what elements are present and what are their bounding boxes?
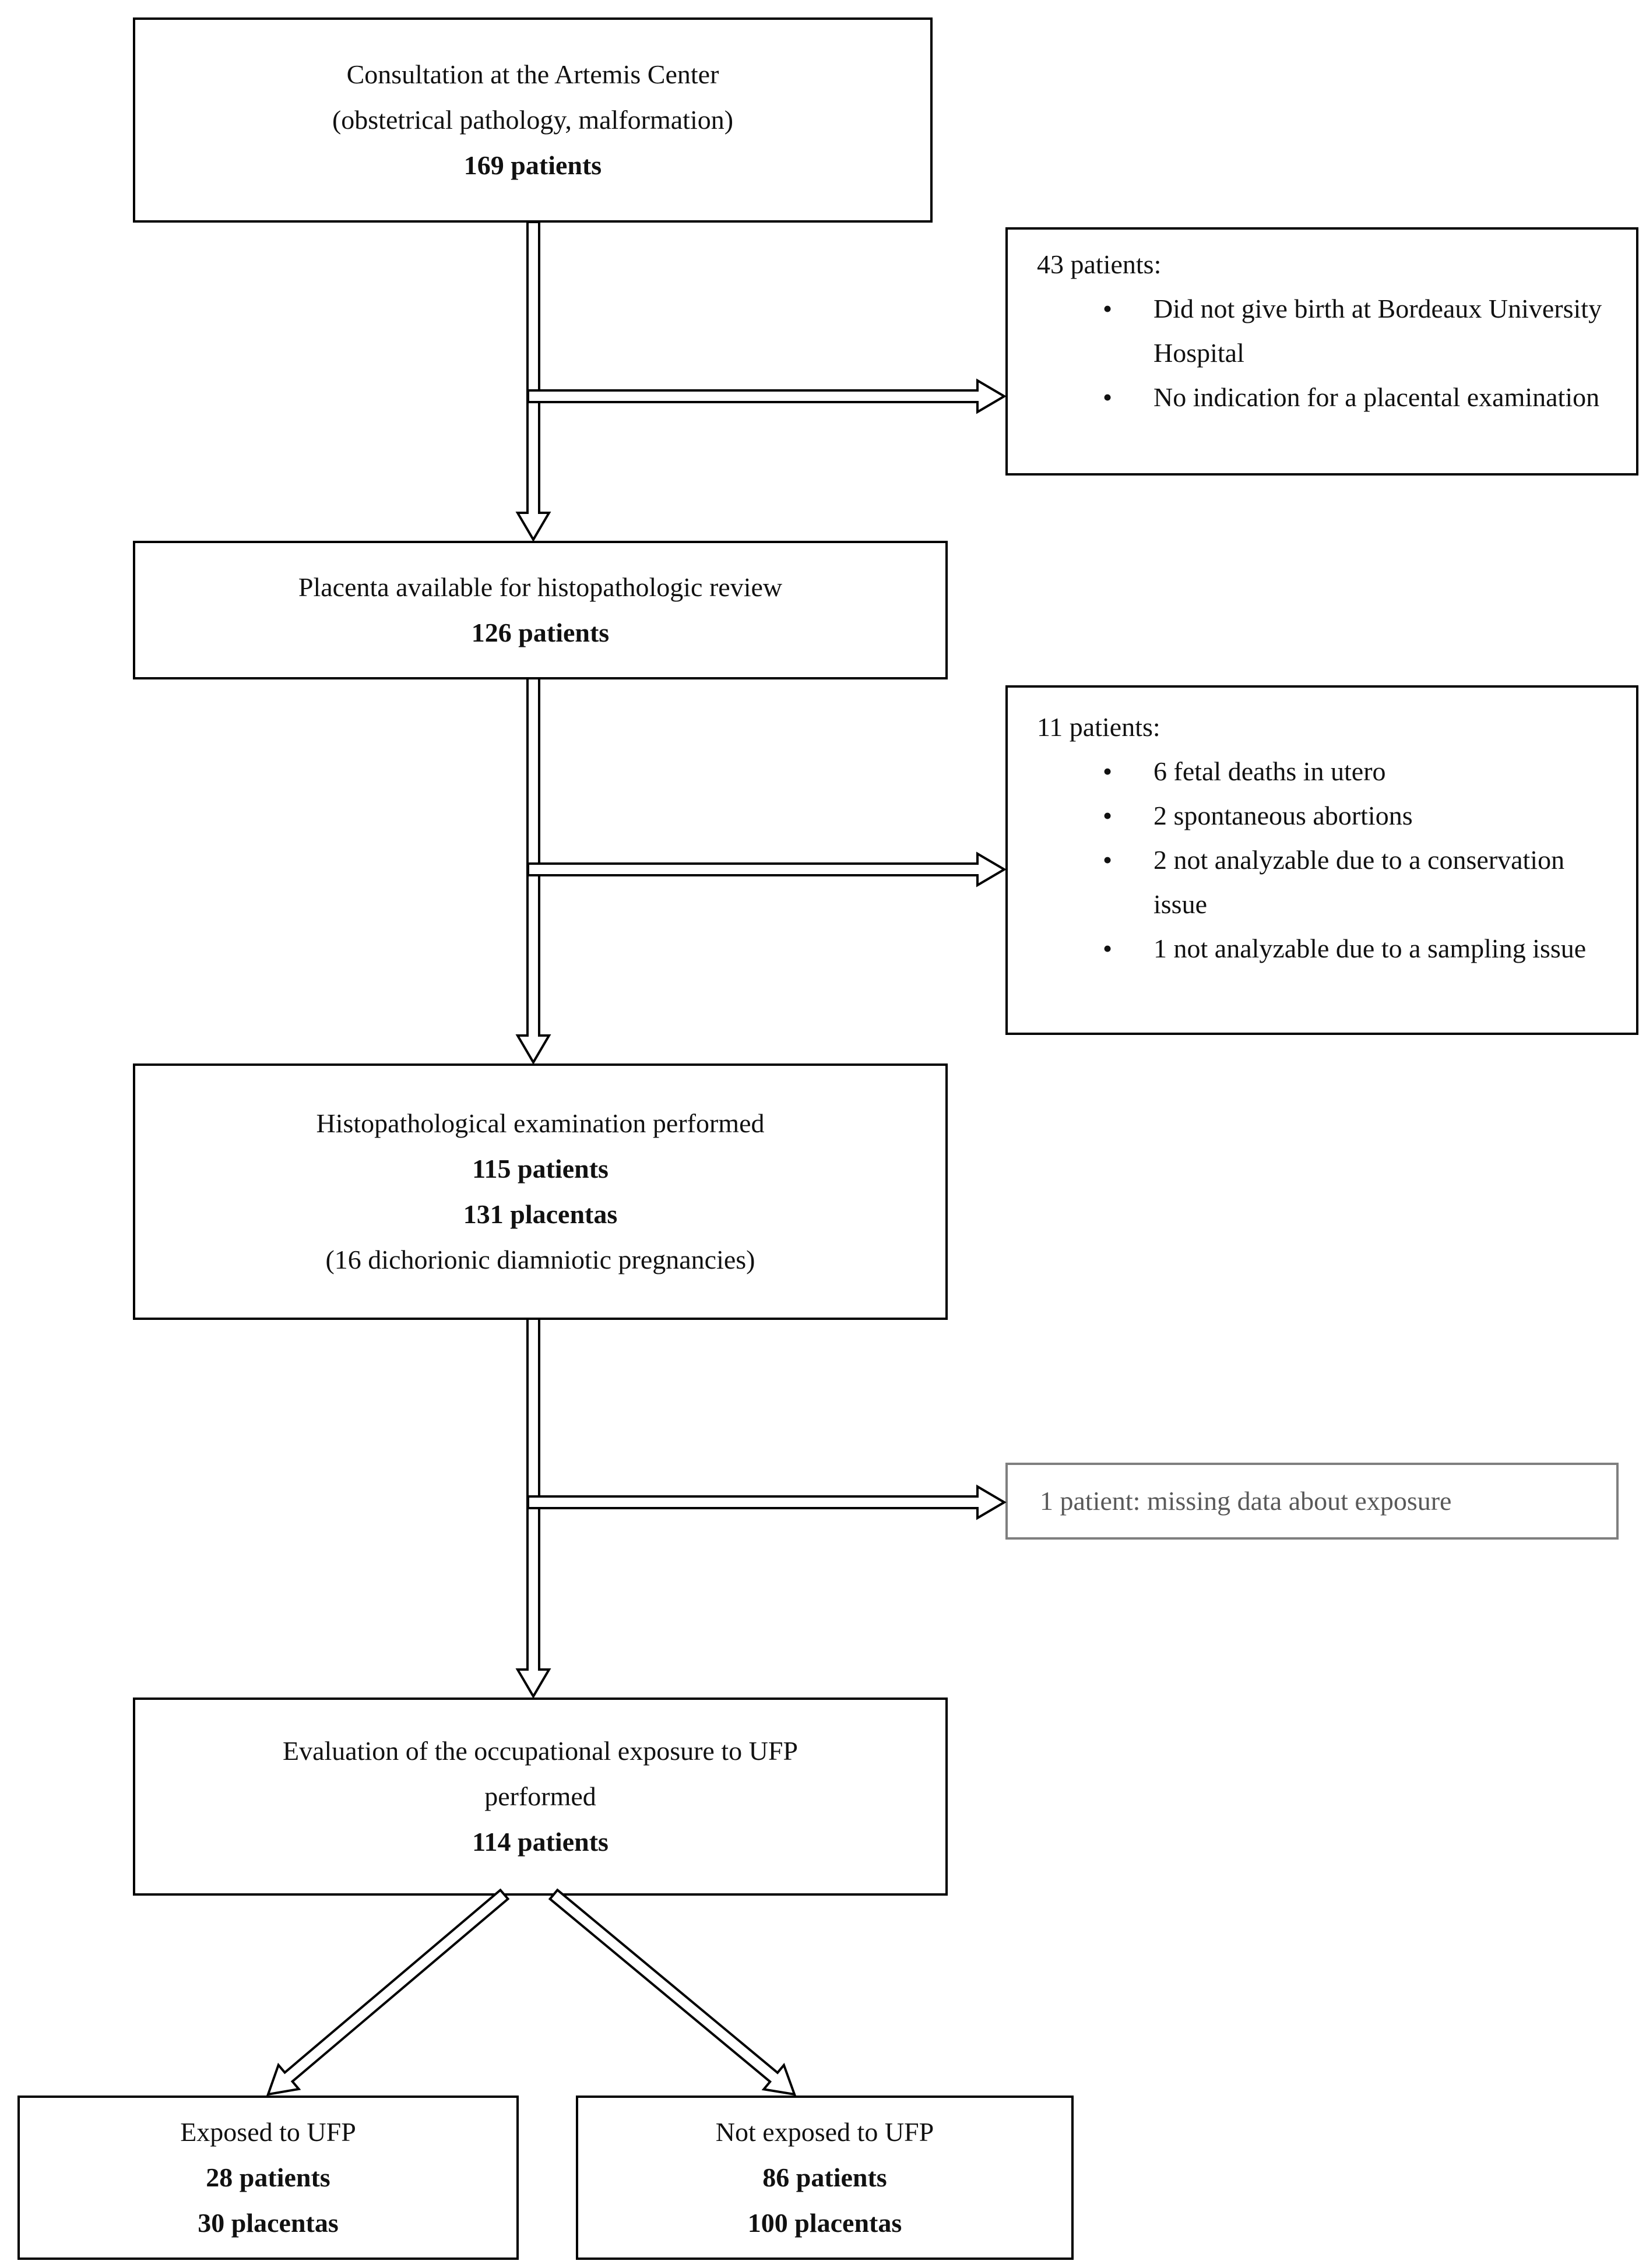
exclusion-2-item (1037, 749, 1619, 794)
consultation-count: 169 patients (463, 150, 602, 180)
histopathology-line1: Histopathological examination performed (316, 1108, 765, 1138)
exclusion-1-item-text: No indication for a placental examination (1153, 382, 1600, 412)
placenta-count: 126 patients (471, 618, 610, 647)
bullet-icon: • (1103, 934, 1113, 963)
evaluation-count: 114 patients (472, 1827, 609, 1857)
bullet-icon: • (1103, 294, 1113, 323)
bullet-icon: • (1103, 382, 1113, 412)
exclusion-1-item (1037, 287, 1619, 375)
box-placenta-available (133, 541, 948, 679)
box-histopathology (133, 1063, 948, 1320)
exclusion-1-item (1037, 375, 1619, 420)
exclusion-2-item-text: 2 not analyzable due to a conservation issue (1153, 845, 1565, 919)
exclusion-2-item (1037, 927, 1619, 971)
evaluation-line1: Evaluation of the occupational exposure to UFP (282, 1736, 799, 1766)
arrow-consultation-to-placenta (518, 222, 549, 540)
exclusion-2-item (1037, 794, 1619, 838)
not-exposed-count2: 100 placentas (747, 2208, 902, 2238)
evaluation-line2: performed (484, 1781, 596, 1811)
exclusion-1-heading: 43 patients: (1037, 249, 1162, 279)
histopathology-count1: 115 patients (472, 1154, 609, 1184)
arrow-to-exclusion-2 (528, 854, 1004, 885)
arrow-evaluation-to-not-exposed (550, 1890, 794, 2094)
bullet-icon: • (1103, 845, 1113, 875)
arrow-placenta-to-histopathology (518, 678, 549, 1062)
box-evaluation (133, 1698, 948, 1896)
placenta-line1: Placenta available for histopathologic review (298, 572, 783, 602)
exclusion-2-item-text: 6 fetal deaths in utero (1153, 756, 1386, 786)
histopathology-line2: (16 dichorionic diamniotic pregnancies) (325, 1245, 755, 1274)
exclusion-2-heading: 11 patients: (1037, 712, 1160, 742)
consultation-line2: (obstetrical pathology, malformation) (332, 105, 734, 135)
arrow-histopathology-to-evaluation (518, 1319, 549, 1696)
arrow-to-exclusion-3 (528, 1487, 1004, 1518)
arrow-to-exclusion-1 (528, 381, 1004, 412)
exclusion-3-text: 1 patient: missing data about exposure (1040, 1486, 1452, 1516)
exclusion-1-item-text: Did not give birth at Bordeaux University Hospital (1153, 294, 1602, 368)
not-exposed-line1: Not exposed to UFP (715, 2117, 934, 2147)
not-exposed-count1: 86 patients (762, 2163, 887, 2192)
exclusion-2-item-text: 1 not analyzable due to a sampling issue (1153, 934, 1587, 963)
box-consultation (133, 17, 933, 223)
bullet-icon: • (1103, 756, 1113, 786)
box-exposed (17, 2096, 519, 2260)
box-not-exposed (576, 2096, 1074, 2260)
arrow-evaluation-to-exposed (268, 1890, 508, 2094)
box-exclusion-3 (1005, 1463, 1619, 1540)
exposed-count2: 30 placentas (198, 2208, 339, 2238)
box-exclusion-2 (1005, 685, 1638, 1035)
bullet-icon: • (1103, 801, 1113, 830)
exclusion-2-item (1037, 838, 1619, 927)
exposed-count1: 28 patients (206, 2163, 330, 2192)
exclusion-2-item-text: 2 spontaneous abortions (1153, 801, 1413, 830)
histopathology-count2: 131 placentas (463, 1199, 618, 1229)
box-exclusion-1 (1005, 227, 1638, 476)
exposed-line1: Exposed to UFP (180, 2117, 356, 2147)
consultation-line1: Consultation at the Artemis Center (346, 59, 719, 89)
